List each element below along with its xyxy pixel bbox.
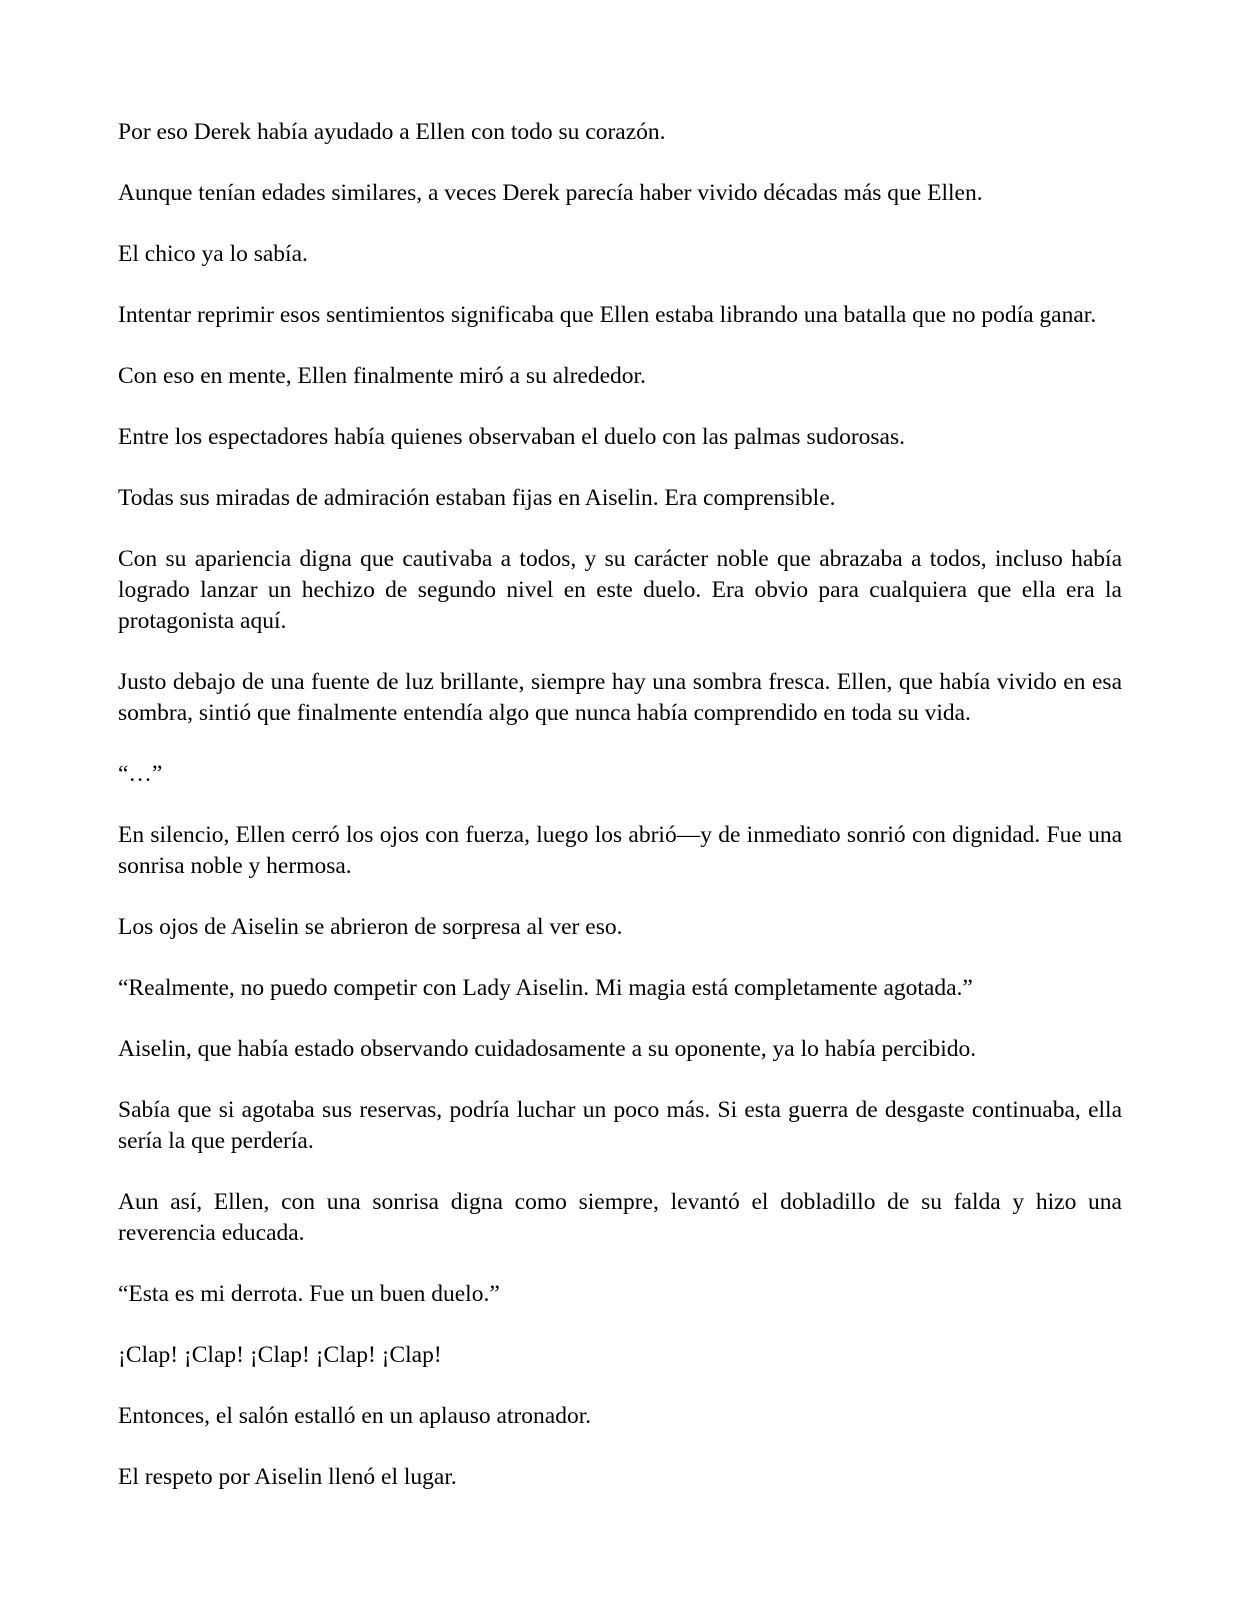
paragraph: El chico ya lo sabía.: [118, 241, 308, 267]
paragraph: Por eso Derek había ayudado a Ellen con todo su corazón.: [118, 119, 666, 145]
paragraph: Aunque tenían edades similares, a veces Derek parecía haber vivido décadas más que Ellen.: [118, 180, 983, 206]
paragraph: Todas sus miradas de admiración estaban fijas en Aiselin. Era comprensible.: [118, 485, 836, 511]
paragraph-dialogue: “Esta es mi derrota. Fue un buen duelo.”: [118, 1281, 500, 1307]
paragraph: Intentar reprimir esos sentimientos significaba que Ellen estaba librando una batalla que no podía ganar.: [118, 302, 1097, 328]
paragraph: Los ojos de Aiselin se abrieron de sorpresa al ver eso.: [118, 914, 623, 940]
paragraph: Justo debajo de una fuente de luz brillante, siempre hay una sombra fresca. Ellen, que había vivido en esa sombra, sintió que finalmente entendía algo que nunca había comprendido en toda su vida.: [118, 669, 1122, 726]
paragraph: Entre los espectadores había quienes observaban el duelo con las palmas sudorosas.: [118, 424, 906, 450]
paragraph: El respeto por Aiselin llenó el lugar.: [118, 1464, 457, 1490]
paragraph: En silencio, Ellen cerró los ojos con fuerza, luego los abrió—y de inmediato sonrió con dignidad. Fue una sonrisa noble y hermosa.: [118, 822, 1122, 879]
paragraph: Aun así, Ellen, con una sonrisa digna como siempre, levantó el dobladillo de su falda y hizo una reverencia educada.: [118, 1189, 1122, 1246]
document-body: [118, 117, 1122, 1523]
paragraph-ellipsis: “…”: [118, 761, 163, 787]
paragraph: Con eso en mente, Ellen finalmente miró a su alrededor.: [118, 363, 646, 389]
paragraph: Con su apariencia digna que cautivaba a todos, y su carácter noble que abrazaba a todos, incluso había logrado lanzar un hechizo de segundo nivel en este duelo. Era obvio para cualquiera que ella era la protagonista aquí.: [118, 546, 1122, 634]
paragraph: Entonces, el salón estalló en un aplauso atronador.: [118, 1403, 592, 1429]
paragraph: Sabía que si agotaba sus reservas, podría luchar un poco más. Si esta guerra de desgaste continuaba, ella sería la que perdería.: [118, 1097, 1122, 1154]
paragraph-dialogue: “Realmente, no puedo competir con Lady Aiselin. Mi magia está completamente agotada.”: [118, 975, 973, 1001]
paragraph-sound-effect: ¡Clap! ¡Clap! ¡Clap! ¡Clap! ¡Clap!: [118, 1342, 442, 1368]
paragraph: Aiselin, que había estado observando cuidadosamente a su oponente, ya lo había percibido.: [118, 1036, 977, 1062]
